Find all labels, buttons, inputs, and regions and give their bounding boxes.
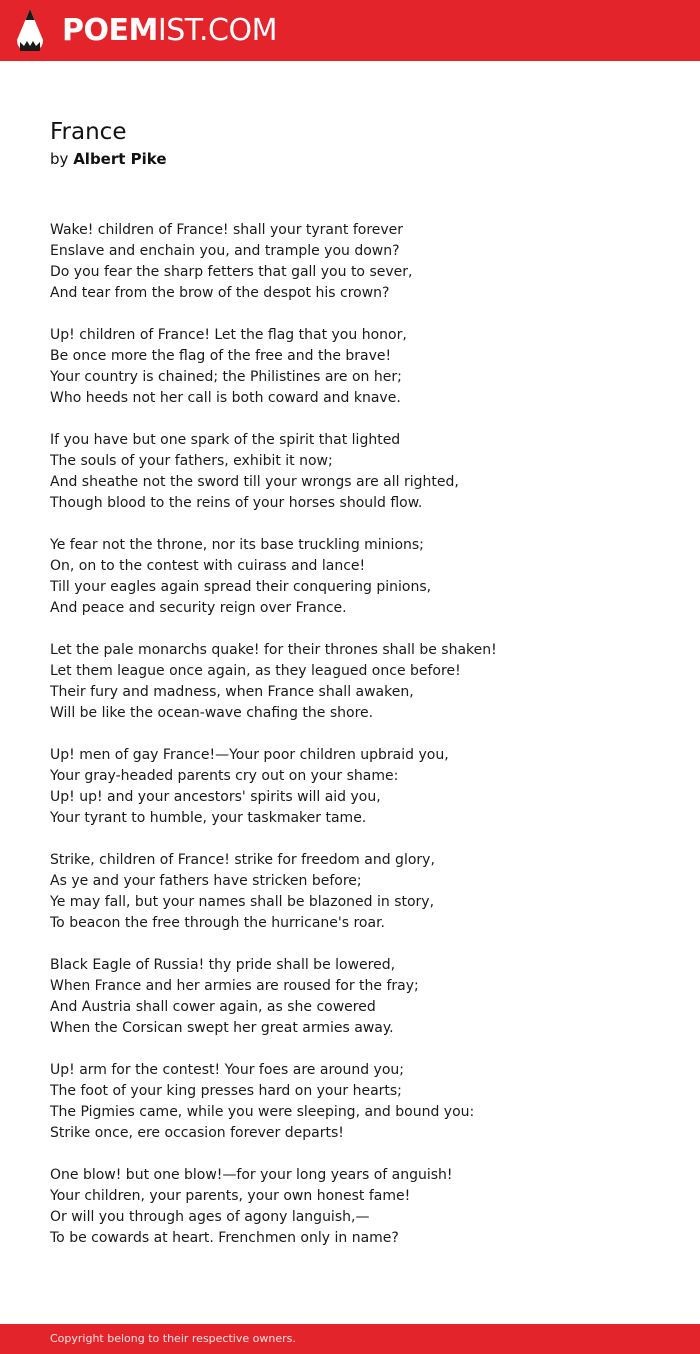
poem-line: Ye may fall, but your names shall be blazoned in story,: [50, 894, 435, 910]
copyright-text: Copyright belong to their respective owners.: [50, 1332, 296, 1345]
wordmark-light: IST.COM: [157, 13, 277, 48]
site-wordmark: [62, 13, 277, 48]
poem-line: And tear from the brow of the despot his crown?: [50, 285, 390, 301]
poem-line: Will be like the ocean-wave chafing the shore.: [50, 705, 374, 721]
poem-line: When France and her armies are roused for the fray;: [50, 978, 419, 994]
poem-line: Up! children of France! Let the flag that you honor,: [50, 327, 407, 343]
byline: [50, 148, 670, 170]
poem-line: Ye fear not the throne, nor its base truckling minions;: [50, 537, 424, 553]
poem-line: On, on to the contest with cuirass and lance!: [50, 558, 366, 574]
poem-line: Their fury and madness, when France shall awaken,: [50, 684, 414, 700]
poem-stanza: [50, 430, 670, 514]
poem-line: As ye and your fathers have stricken before;: [50, 873, 362, 889]
poem-line: Do you fear the sharp fetters that gall you to sever,: [50, 264, 413, 280]
pencil-tip-icon: [16, 9, 44, 53]
poem-line: Strike once, ere occasion forever departs!: [50, 1125, 344, 1141]
byline-prefix: by: [50, 150, 69, 168]
poem-line: Strike, children of France! strike for freedom and glory,: [50, 852, 435, 868]
poem-line: And sheathe not the sword till your wrongs are all righted,: [50, 474, 459, 490]
poem-stanza: [50, 955, 670, 1039]
poem-line: Your country is chained; the Philistines are on her;: [50, 369, 402, 385]
poem-line: The Pigmies came, while you were sleeping, and bound you:: [50, 1104, 475, 1120]
poem-stanza: [50, 1060, 670, 1144]
poem-line: Up! arm for the contest! Your foes are around you;: [50, 1062, 404, 1078]
poem-line: Till your eagles again spread their conquering pinions,: [50, 579, 432, 595]
poem-stanza: [50, 325, 670, 409]
poem-line: One blow! but one blow!—for your long years of anguish!: [50, 1167, 453, 1183]
poem-content: [50, 116, 670, 1270]
poem-line: To be cowards at heart. Frenchmen only in name?: [50, 1230, 399, 1246]
poem-line: Your tyrant to humble, your taskmaker tame.: [50, 810, 367, 826]
poem-line: The souls of your fathers, exhibit it now;: [50, 453, 333, 469]
poem-stanza: [50, 640, 670, 724]
poem-line: Up! men of gay France!—Your poor children upbraid you,: [50, 747, 449, 763]
site-header: [0, 0, 700, 61]
poem-stanza: [50, 1165, 670, 1249]
poem-stanza: [50, 220, 670, 304]
poem-stanza: [50, 850, 670, 934]
poem-line: Your children, your parents, your own honest fame!: [50, 1188, 411, 1204]
poem-title: France: [50, 119, 127, 145]
poem-line: And Austria shall cower again, as she cowered: [50, 999, 376, 1015]
poem-line: Wake! children of France! shall your tyrant forever: [50, 222, 404, 238]
poem-line: And peace and security reign over France.: [50, 600, 347, 616]
poem-line: Or will you through ages of agony languish,—: [50, 1209, 370, 1225]
poem-line: Up! up! and your ancestors' spirits will aid you,: [50, 789, 381, 805]
poem-stanza: [50, 535, 670, 619]
poem-line: Your gray-headed parents cry out on your shame:: [50, 768, 399, 784]
poem-line: Enslave and enchain you, and trample you down?: [50, 243, 400, 259]
site-logo-link[interactable]: [16, 8, 277, 54]
poem-line: When the Corsican swept her great armies away.: [50, 1020, 394, 1036]
poem-body: [50, 220, 670, 1249]
site-footer: [0, 1324, 700, 1354]
author-name: Albert Pike: [73, 150, 167, 168]
poem-line: Black Eagle of Russia! thy pride shall be lowered,: [50, 957, 396, 973]
poem-line: Let them league once again, as they leagued once before!: [50, 663, 461, 679]
poem-line: To beacon the free through the hurricane's roar.: [50, 915, 385, 931]
poem-line: Though blood to the reins of your horses should flow.: [50, 495, 423, 511]
poem-line: Let the pale monarchs quake! for their thrones shall be shaken!: [50, 642, 497, 658]
wordmark-bold: POEM: [62, 13, 158, 48]
poem-line: Be once more the flag of the free and the brave!: [50, 348, 392, 364]
poem-line: The foot of your king presses hard on your hearts;: [50, 1083, 402, 1099]
poem-line: Who heeds not her call is both coward and knave.: [50, 390, 401, 406]
poem-line: If you have but one spark of the spirit that lighted: [50, 432, 401, 448]
poem-stanza: [50, 745, 670, 829]
